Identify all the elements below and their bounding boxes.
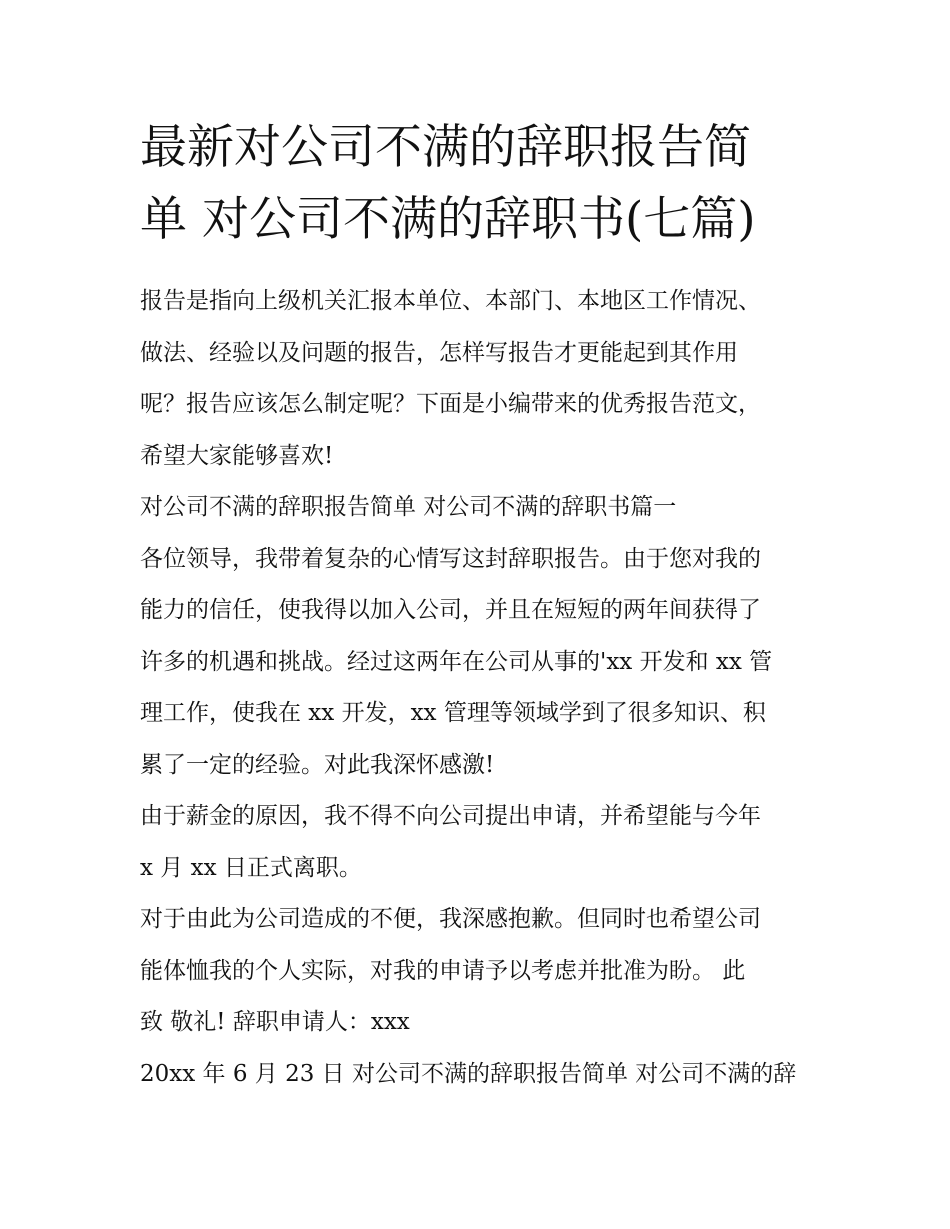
- letter-paragraph-line: 能力的信任，使我得以加入公司，并且在短短的两年间获得了: [140, 597, 761, 623]
- letter-paragraph-line: 能体恤我的个人实际，对我的申请予以考虑并批准为盼。 此: [140, 957, 746, 984]
- intro-paragraph-line: 做法、经验以及问题的报告，怎样写报告才更能起到其作用: [140, 339, 738, 366]
- title-line: 最新对公司不满的辞职报告简: [140, 120, 751, 175]
- document-body: [140, 276, 820, 1100]
- letter-paragraph-line: 理工作，使我在 xx 开发，xx 管理等领域学到了很多知识、积: [140, 700, 766, 726]
- letter-paragraph-line: 对于由此为公司造成的不便，我深感抱歉。但同时也希望公司: [140, 906, 761, 932]
- letter-paragraph-line: 累了一定的经验。对此我深怀感激!: [140, 751, 495, 778]
- intro-paragraph-line: 呢？报告应该怎么制定呢？下面是小编带来的优秀报告范文，: [140, 391, 761, 417]
- title-line: 单 对公司不满的辞职书(七篇): [140, 192, 756, 247]
- date-line: 20xx 年 6 月 23 日 对公司不满的辞职报告简单 对公司不满的辞: [140, 1060, 797, 1087]
- letter-paragraph-line: x 月 xx 日正式离职。: [140, 854, 362, 881]
- letter-paragraph-line: 由于薪金的原因，我不得不向公司提出申请，并希望能与今年: [140, 803, 761, 829]
- signature-line: 致 敬礼! 辞职申请人：xxx: [140, 1009, 410, 1035]
- section-heading: 对公司不满的辞职报告简单 对公司不满的辞职书篇一: [140, 494, 677, 520]
- document-title: [140, 112, 820, 256]
- letter-paragraph-line: 许多的机遇和挑战。经过这两年在公司从事的'xx 开发和 xx 管: [140, 648, 773, 675]
- letter-paragraph-line: 各位领导，我带着复杂的心情写这封辞职报告。由于您对我的: [140, 545, 761, 572]
- intro-paragraph-line: 报告是指向上级机关汇报本单位、本部门、本地区工作情况、: [140, 288, 761, 314]
- intro-paragraph-line: 希望大家能够喜欢!: [140, 442, 334, 469]
